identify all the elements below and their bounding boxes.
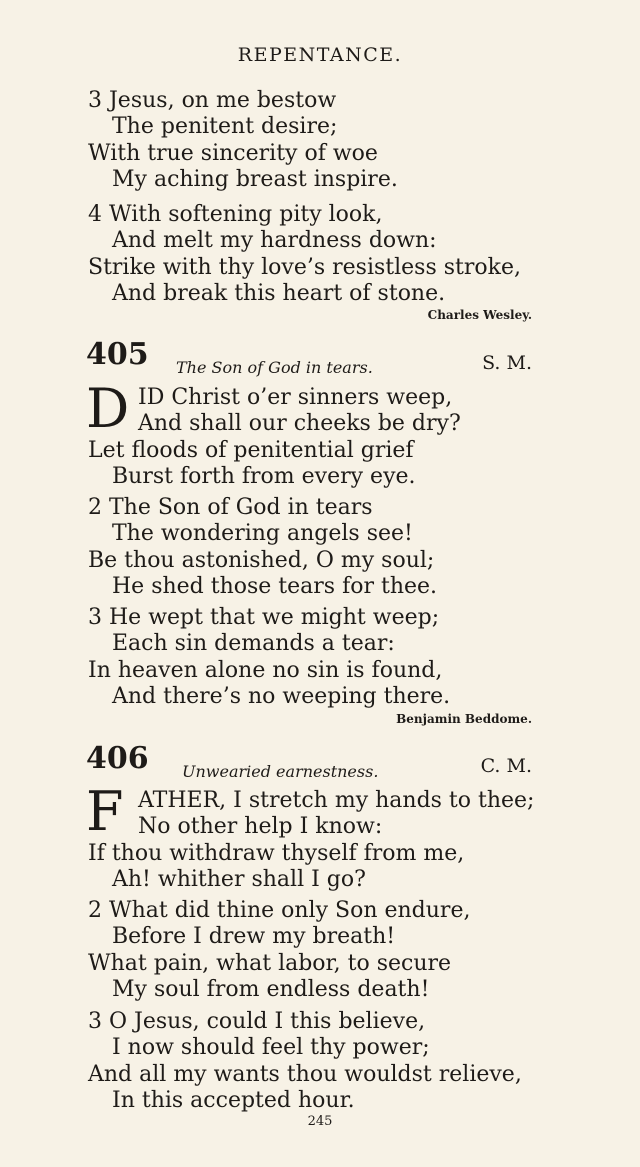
verse-line: Let floods of penitential grief xyxy=(88,438,414,463)
page-header: REPENTANCE. xyxy=(237,44,403,66)
verse-line: 4 With softening pity look, xyxy=(88,202,383,227)
hymn-number: 406 xyxy=(86,741,149,776)
verse-line: If thou withdraw thyself from me, xyxy=(88,841,465,866)
verse-line: No other help I know: xyxy=(138,814,383,839)
verse-line: Before I drew my breath! xyxy=(112,924,396,949)
hymn-number: 405 xyxy=(86,337,149,372)
verse-line: 3 Jesus, on me bestow xyxy=(88,88,337,113)
verse-line: And melt my hardness down: xyxy=(112,228,437,253)
verse-line: ID Christ o’er sinners weep, xyxy=(138,385,453,410)
verse-line: The penitent desire; xyxy=(112,114,338,139)
verse-line: What pain, what labor, to secure xyxy=(88,951,452,976)
verse-line: He shed those tears for thee. xyxy=(112,574,438,599)
verse-line: 2 The Son of God in tears xyxy=(88,495,373,520)
verse-line: Strike with thy love’s resistless stroke, xyxy=(88,255,521,280)
page-number: 245 xyxy=(307,1114,333,1129)
verse-line: 3 He wept that we might weep; xyxy=(88,605,440,630)
verse-line: And all my wants thou wouldst relieve, xyxy=(88,1062,522,1087)
hymn-meter: C. M. xyxy=(480,755,532,777)
verse-line: With true sincerity of woe xyxy=(88,141,378,166)
hymn-meter: S. M. xyxy=(482,352,532,374)
verse-line: My soul from endless death! xyxy=(112,977,430,1002)
verse-line: Ah! whither shall I go? xyxy=(112,867,366,892)
verse-line: Be thou astonished, O my soul; xyxy=(88,548,435,573)
verse-line: My aching breast inspire. xyxy=(112,167,398,192)
verse-line: And there’s no weeping there. xyxy=(112,684,451,709)
drop-cap: F xyxy=(86,780,124,843)
author-credit: Benjamin Beddome. xyxy=(396,712,532,726)
drop-cap: D xyxy=(86,377,130,440)
verse-line: Burst forth from every eye. xyxy=(112,464,416,489)
verse-line: And break this heart of stone. xyxy=(112,281,446,306)
verse-line: In heaven alone no sin is found, xyxy=(88,658,443,683)
verse-line: Each sin demands a tear: xyxy=(112,631,395,656)
hymn-title: The Son of God in tears. xyxy=(176,358,373,377)
verse-line: The wondering angels see! xyxy=(112,521,413,546)
author-credit: Charles Wesley. xyxy=(427,308,532,322)
verse-line: 2 What did thine only Son endure, xyxy=(88,898,471,923)
verse-line: And shall our cheeks be dry? xyxy=(138,411,461,436)
hymn-title: Unwearied earnestness. xyxy=(182,762,379,781)
verse-line: I now should feel thy power; xyxy=(112,1035,430,1060)
verse-line: ATHER, I stretch my hands to thee; xyxy=(138,788,535,813)
verse-line: 3 O Jesus, could I this believe, xyxy=(88,1009,426,1034)
verse-line: In this accepted hour. xyxy=(112,1088,355,1113)
